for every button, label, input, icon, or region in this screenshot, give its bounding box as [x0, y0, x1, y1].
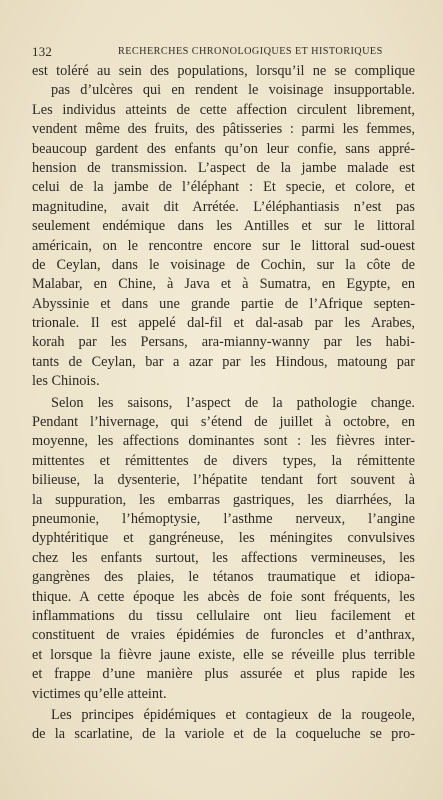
text-line: thique. A cette époque les abcès de foie sont fréquents, les: [32, 588, 415, 605]
text-line: victimes qu’elle atteint.: [32, 685, 167, 702]
text-line: Malabar, en Chine, à Java et à Sumatra, en Egypte, en: [32, 276, 415, 293]
paragraph-3: [32, 706, 415, 745]
running-head: RECHERCHES CHRONOLOGIQUES ET HISTORIQUES: [118, 46, 383, 57]
page-header: [32, 44, 414, 62]
text-line: tants de Ceylan, bar a azar par les Hindous, matoung par: [32, 353, 415, 370]
text-line: beaucoup gardent des enfants qu’on leur confie, sans appré-: [32, 140, 415, 157]
text-line: les Chinois.: [32, 373, 100, 390]
text-line: dyphtéritique et gangréneuse, les méningites convulsives: [32, 530, 415, 547]
text-line: mittentes et rémittentes de divers types, la rémittente: [32, 452, 415, 469]
paragraph-2: [32, 394, 415, 704]
page-number: 132: [32, 44, 53, 59]
text-line: Les principes épidémiques et contagieux de la rougeole,: [51, 706, 415, 723]
body-text: [32, 62, 415, 745]
text-line: est toléré au sein des populations, lorsqu’il ne se complique: [32, 63, 415, 79]
text-line: seulement endémique dans les Antilles et sur le littoral: [32, 218, 415, 235]
text-line: inflammations du tissu cellulaire ont lieu facilement et: [32, 607, 415, 624]
text-line: trionale. Il est appelé dal-fil et dal-asab par les Arabes,: [32, 315, 415, 332]
text-line: bilieuse, la dysenterie, l’hépatite tendant fort souvent à: [32, 472, 415, 489]
text-line: vendent même des fruits, des pâtisseries : parmi les femmes,: [32, 121, 415, 138]
text-line: constituent de vraies épidémies de furoncles et d’anthrax,: [32, 627, 415, 644]
text-line: Les individus atteints de cette affection circulent librement,: [32, 101, 415, 118]
text-line: et lorsque la fièvre jaune existe, elle se réveille plus terrible: [32, 646, 415, 663]
text-line: pneumonie, l’hémoptysie, l’asthme nerveux, l’angine: [32, 510, 415, 527]
text-line: hension de transmission. L’aspect de la jambe malade est: [32, 159, 415, 176]
paragraph-1: [32, 62, 415, 392]
text-line: de Ceylan, dans le voisinage de Cochin, sur la côte de: [32, 256, 415, 273]
text-line: pas d’ulcères qui en rendent le voisinage insupportable.: [51, 82, 415, 99]
text-line: de la scarlatine, de la variole et de la coqueluche se pro-: [32, 726, 415, 743]
text-line: Selon les saisons, l’aspect de la pathologie change.: [51, 394, 415, 411]
text-line: korah par les Persans, ara-mianny-wanny par les habi-: [32, 334, 415, 351]
text-line: moyenne, les affections dominantes sont : les fièvres inter-: [32, 433, 415, 450]
text-line: la suppuration, les embarras gastriques, les diarrhées, la: [32, 491, 415, 508]
text-line: chez les enfants surtout, les affections vermineuses, les: [32, 549, 415, 566]
text-line: gangrènes des plaies, le tétanos traumatique et idiopa-: [32, 569, 415, 586]
text-line: magnitudine, avait dit Arrétée. L’éléphantiasis n’est pas: [32, 198, 415, 215]
text-line: américain, on le rencontre encore sur le littoral sud-ouest: [32, 237, 415, 254]
text-line: Abyssinie et dans une grande partie de l’Afrique septen-: [32, 295, 415, 312]
text-line: celui de la jambe de l’éléphant : Et specie, et colore, et: [32, 179, 415, 196]
text-line: et frappe d’une manière plus assurée et plus rapide les: [32, 666, 415, 683]
text-line: Pendant l’hivernage, qui s’étend de juillet à octobre, en: [32, 414, 415, 431]
